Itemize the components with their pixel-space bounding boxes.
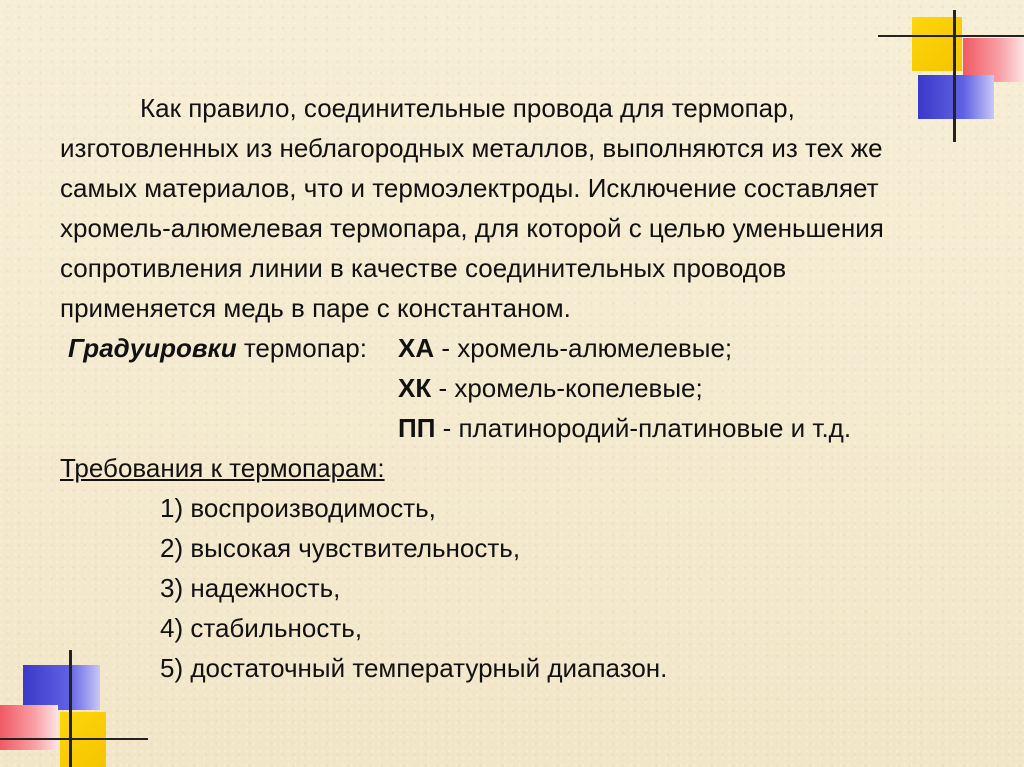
red-square <box>0 705 58 750</box>
paragraph-line: применяется медь в паре с константаном. <box>60 293 571 323</box>
intro-paragraph <box>60 88 980 328</box>
gradation-desc: - хромель-копелевые; <box>431 373 703 403</box>
paragraph-line: самых материалов, что и термоэлектроды. Исключение составляет <box>60 173 879 203</box>
requirement-item: 1) воспроизводимость, <box>160 493 436 523</box>
horizontal-line <box>0 738 148 740</box>
paragraph-line-text: Как правило, соединительные провода для термопар, <box>140 93 795 123</box>
gradation-desc: - платинородий-платиновые и т.д. <box>435 413 852 443</box>
requirement-item: 2) высокая чувствительность, <box>160 533 521 563</box>
paragraph-line <box>60 88 980 128</box>
requirement-item: 4) стабильность, <box>160 613 363 643</box>
gradation-desc: - хромель-алюмелевые; <box>434 333 733 363</box>
gradation-row <box>60 368 980 408</box>
requirements-title: Требования к термопарам: <box>60 453 385 483</box>
gradations-label-bold: Градуировки <box>68 333 237 363</box>
slide-body <box>60 88 980 688</box>
gradation-row <box>60 408 980 448</box>
requirement-item: 3) надежность, <box>160 573 341 603</box>
gradation-code: ХА <box>398 333 435 363</box>
gradation-item <box>398 408 851 448</box>
gradation-row <box>60 328 980 368</box>
paragraph-line: сопротивления линии в качестве соединительных проводов <box>60 253 787 283</box>
gradations-label <box>68 328 367 368</box>
gradation-code: ХК <box>398 373 432 403</box>
gradation-item <box>398 368 703 408</box>
requirement-item: 5) достаточный температурный диапазон. <box>160 653 668 683</box>
horizontal-line <box>878 35 1024 37</box>
gradations-label-rest: термопар: <box>236 333 367 363</box>
gradation-item <box>398 328 732 368</box>
paragraph-line: изготовленных из неблагородных металлов, выполняются из тех же <box>60 133 883 163</box>
paragraph-line: хромель-алюмелевая термопара, для которой с целью уменьшения <box>60 213 884 243</box>
gradation-code: ПП <box>398 413 436 443</box>
